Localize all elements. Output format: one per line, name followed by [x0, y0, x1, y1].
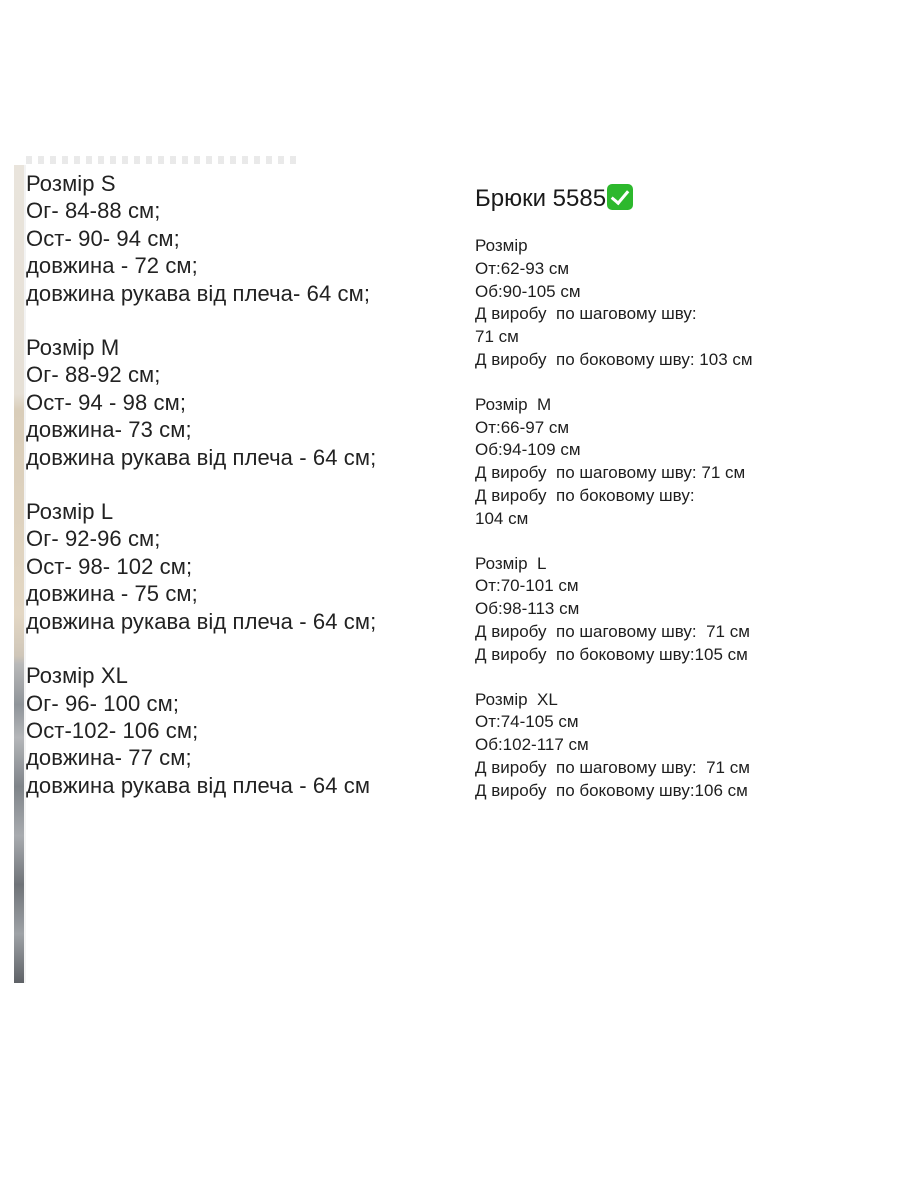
measurement-line: Д виробу по боковому шву: 103 см — [475, 349, 753, 369]
measurement-line: Об:102-117 см — [475, 735, 589, 755]
measurement-line: От:70-101 см — [475, 576, 579, 596]
measurement-line: Ог- 96- 100 см; — [26, 690, 180, 716]
left-size-block — [26, 334, 496, 471]
product-title — [475, 183, 633, 215]
measurement-line: довжина - 75 см; — [26, 581, 198, 607]
measurement-line: Об:94-109 см — [475, 440, 581, 460]
measurement-line: довжина рукава від плеча - 64 см; — [26, 608, 377, 634]
right-size-block — [475, 689, 875, 803]
measurement-line: Ог- 84-88 см; — [26, 198, 161, 224]
size-heading: Розмір M — [475, 394, 552, 414]
right-size-chart — [475, 235, 875, 825]
size-heading: Розмір M — [26, 335, 120, 361]
measurement-line: Ог- 88-92 см; — [26, 362, 161, 388]
measurement-line: 104 см — [475, 508, 529, 528]
product-title-text: Брюки 5585 — [475, 185, 607, 212]
measurement-line: Д виробу по шаговому шву: 71 см — [475, 757, 750, 777]
measurement-line: довжина- 73 см; — [26, 417, 192, 443]
measurement-line: Д виробу по боковому шву:106 см — [475, 780, 748, 800]
measurement-line: довжина рукава від плеча - 64 см; — [26, 444, 377, 470]
size-heading: Розмір L — [26, 499, 114, 525]
measurement-line: довжина- 77 см; — [26, 745, 192, 771]
size-heading: Розмір L — [475, 553, 547, 573]
size-heading: Розмір XL — [26, 663, 128, 689]
measurement-line: Ост-102- 106 см; — [26, 717, 199, 743]
measurement-line: 71 см — [475, 327, 519, 347]
measurement-line: Об:90-105 см — [475, 281, 581, 301]
measurement-line: довжина рукава від плеча - 64 см — [26, 772, 371, 798]
measurement-line: довжина рукава від плеча- 64 см; — [26, 280, 371, 306]
left-size-block — [26, 662, 496, 799]
measurement-line: От:62-93 см — [475, 258, 570, 278]
measurement-line: Д виробу по шаговому шву: 71 см — [475, 463, 746, 483]
right-size-block — [475, 553, 875, 667]
measurement-line: Д виробу по боковому шву: — [475, 485, 695, 505]
measurement-line: Ост- 90- 94 см; — [26, 225, 180, 251]
cropped-text-remnant — [26, 156, 301, 164]
measurement-line: Ост- 94 - 98 см; — [26, 389, 187, 415]
measurement-line: Ост- 98- 102 см; — [26, 553, 193, 579]
measurement-line: Д виробу по шаговому шву: — [475, 304, 697, 324]
left-size-chart — [26, 170, 496, 826]
right-size-block — [475, 394, 875, 531]
measurement-line: Д виробу по шаговому шву: 71 см — [475, 621, 750, 641]
measurement-line: Ог- 92-96 см; — [26, 526, 161, 552]
size-heading: Розмір S — [26, 171, 116, 196]
check-mark-button-icon — [607, 184, 633, 210]
measurement-line: довжина - 72 см; — [26, 253, 198, 279]
measurement-line: От:66-97 см — [475, 417, 570, 437]
size-heading: Розмір XL — [475, 689, 558, 709]
measurement-line: Д виробу по боковому шву:105 см — [475, 644, 748, 664]
measurement-line: От:74-105 см — [475, 712, 579, 732]
left-size-block — [26, 498, 496, 635]
measurement-line: Об:98-113 см — [475, 599, 580, 619]
left-size-block — [26, 170, 496, 307]
right-size-block — [475, 235, 875, 372]
size-heading: Розмір — [475, 236, 528, 255]
cropped-photo-edge — [14, 165, 24, 983]
